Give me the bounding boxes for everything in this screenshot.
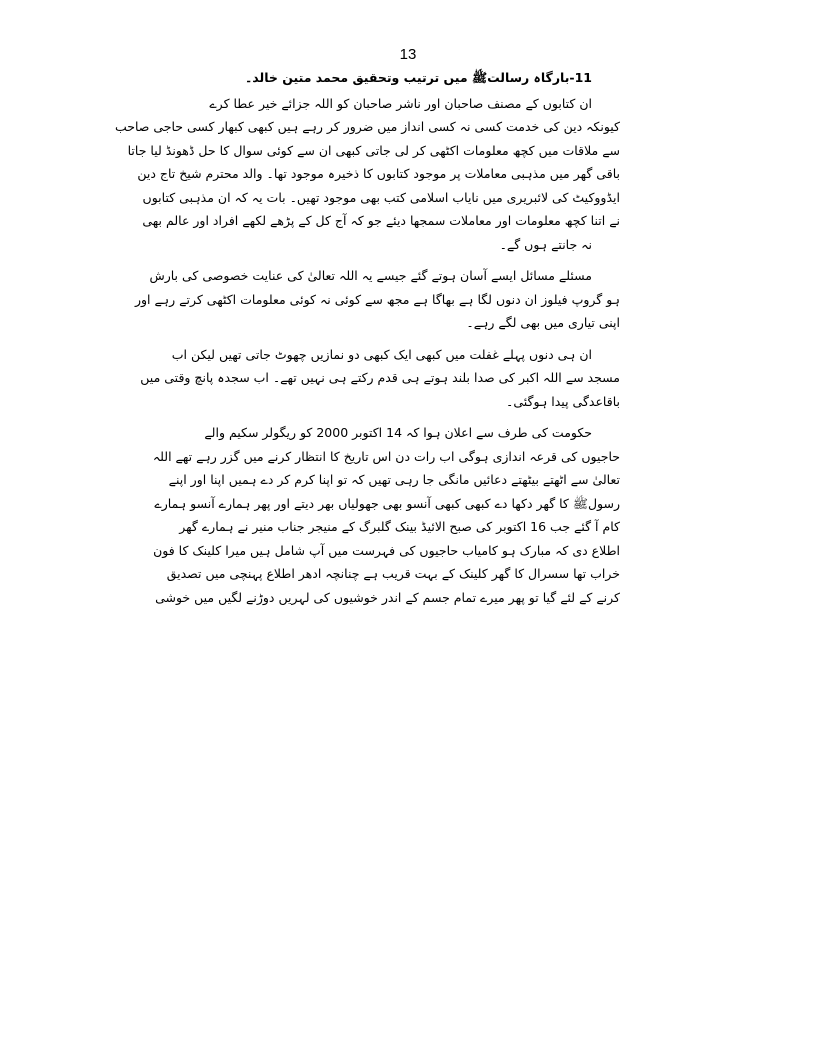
paragraph: [152, 421, 620, 609]
section-heading: 11-بارگاہ رسالتﷺ میں ترتیب وتحقیق محمد متین خالد۔: [244, 70, 592, 85]
text-line: نے اتنا کچھ معلومات اور معاملات سمجھا دیئے جو کہ آج کل کے پڑھے لکھے افراد اور عالم بھی: [142, 213, 620, 228]
text-line: ایڈووکیٹ کی لائبریری میں نایاب اسلامی کتب بھی موجود تھیں۔ بات یہ کہ ان مذہبی کتابوں: [142, 189, 620, 205]
text-line: رسولﷺ کا گھر دکھا دے کبھی کبھی آنسو بھی جھولیاں بھر دیتے اور پھر ہمارے آنسو ہمارے: [154, 495, 620, 511]
paragraph-gap: [208, 413, 620, 421]
paragraph-gap: [208, 335, 620, 343]
text-line: نہ جانتے ہوں گے۔: [499, 236, 592, 252]
text-line: کام آ گئے جب 16 اکتوبر کی صبح الائیڈ بینک گلبرگ کے منیجر جناب منیر نے ہمارے گھر: [179, 519, 620, 534]
text-line: خراب تھا سسرال کا گھر کلینک کے بہت قریب ہے چنانچہ ادھر اطلاع پہنچی میں تصدیق: [166, 566, 620, 581]
paragraph: [140, 343, 620, 414]
text-line: حکومت کی طرف سے اعلان ہوا کہ 14 اکتوبر 2000 کو ریگولر سکیم والے: [204, 425, 592, 440]
paragraph-gap: [208, 256, 620, 264]
text-line: ان کتابوں کے مصنف صاحبان اور ناشر صاحبان کو اللہ جزائے خیر عطا کرے: [209, 95, 592, 111]
text-line: کرنے کے لئے گیا تو پھر میرے تمام جسم کے اندر خوشیوں کی لہریں دوڑنے لگیں میں خوشی: [155, 589, 620, 605]
text-line: باقی گھر میں مذہبی معاملات پر موجود کتابوں کا ذخیرہ موجود تھا۔ والد محترم شیخ تاج دین: [137, 166, 620, 181]
paragraph: [134, 264, 620, 335]
text-line: حاجیوں کی قرعہ اندازی ہوگی اب رات دن اس تاریخ کا انتظار کرنے میں گزر رہے تھے اللہ: [152, 448, 620, 464]
text-line: کیونکہ دین کی خدمت کسی نہ کسی انداز میں ضرور کر رہے ہیں کبھی کبھار کسی حاجی صاحب: [114, 119, 620, 134]
text-line: مسجد سے اللہ اکبر کی صدا بلند ہوتے ہی قدم رکتے ہی نہیں تھے۔ اب سجدہ پانچ وقتی میں: [140, 370, 620, 385]
page-number: 13: [399, 46, 417, 63]
paragraph: [114, 92, 620, 257]
text-line: اطلاع دی کہ مبارک ہو کامیاب حاجیوں کی فہرست میں آپ شامل ہیں میرا کلینک کا فون: [153, 542, 620, 558]
document-body: [114, 66, 620, 609]
text-line: باقاعدگی پیدا ہوگئی۔: [506, 393, 620, 409]
text-line: تعالیٰ سے اٹھتے بیٹھتے دعائیں مانگی جا رہی تھیں کہ تو اپنا کرم کر دے ہمیں اپنا اور اپنے: [168, 472, 620, 487]
text-line: سے ملاقات میں کچھ معلومات اکٹھی کر لی جاتی کبھی ان سے کوئی سوال کا حل ڈھونڈ لیا جاتا: [127, 142, 620, 158]
text-line: ان ہی دنوں پہلے غفلت میں کبھی ایک کبھی دو نمازیں چھوٹ جاتی تھیں لیکن اب: [171, 346, 592, 362]
text-line: اپنی تیاری میں بھی لگے رہے۔: [466, 315, 620, 330]
text-line: ہو گروپ فیلوز ان دنوں لگا ہے بھاگا ہے مجھ سے کوئی نہ کوئی معلومات اکٹھی کرتے رہے اور: [134, 291, 620, 307]
text-line: مسئلے مسائل ایسے آسان ہوتے گئے جیسے یہ اللہ تعالیٰ کی عنایت خصوصی کی بارش: [149, 268, 592, 283]
